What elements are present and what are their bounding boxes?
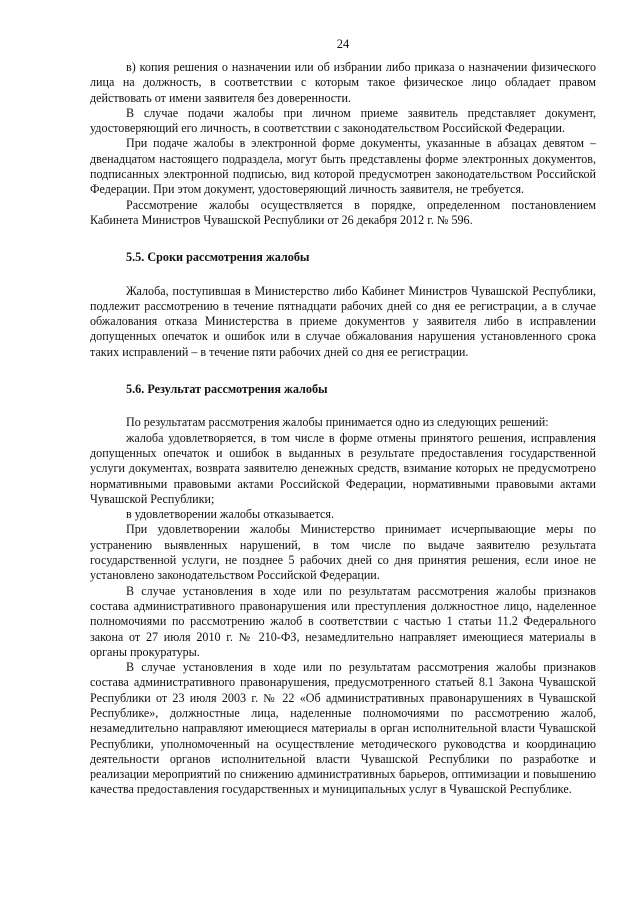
section-heading: 5.5. Сроки рассмотрения жалобы xyxy=(126,250,310,265)
spacer xyxy=(90,360,596,382)
paragraph: Жалоба, поступившая в Министерство либо Кабинет Министров Чувашской Республики, подлежит рассмотрению в течение пятнадцати рабочих дней со дня ее регистрации, а в случае обжалования отказа Министерства в приеме документов у заявителя либо в исправлении допущенных опечаток и ошибок или в случае обжалования нарушения установленного срока таких исправлений – в течение пяти рабочих дней со дня ее регистрации. xyxy=(90,283,596,359)
spacer xyxy=(90,397,596,415)
page-number: 24 xyxy=(336,37,350,51)
paragraph: В случае установления в ходе или по результатам рассмотрения жалобы признаков состава административного правонарушения, предусмотренного статьей 8.1 Закона Чувашской Республики от 23 июля 2003 г. № 22 «Об административных правонарушениях в Чувашской Республике», должностные лица, наделенные полномочиями по рассмотрению жалоб, незамедлительно направляют имеющиеся материалы в орган исполнительной власти Чувашской Республики, уполномоченный на осуществление методического руководства и координацию деятельности органов исполнительной власти Чувашской Республики по разработке и реализации мероприятий по снижению административных барьеров, оптимизации и повышению качества предоставления государственных и муниципальных услуг в Чувашской Республике. xyxy=(90,660,596,797)
paragraph: При подаче жалобы в электронной форме документы, указанные в абзацах девятом – двенадцатом настоящего подраздела, могут быть представлены форме электронных документов, подписанных электронной подписью, вид которой предусмотрен законодательством Российской Федерации. При этом документ, удостоверяющий личность заявителя, не требуется. xyxy=(90,136,596,197)
section-heading: 5.6. Результат рассмотрения жалобы xyxy=(126,382,328,397)
paragraph: В случае установления в ходе или по результатам рассмотрения жалобы признаков состава административного правонарушения или преступления должностное лицо, наделенное полномочиями по рассмотрению жалоб в соответствии с частью 1 статьи 11.2 Федерального закона от 27 июля 2010 г. № 210-ФЗ, незамедлительно направляет имеющиеся материалы в органы прокуратуры. xyxy=(90,583,596,659)
paragraph: Рассмотрение жалобы осуществляется в порядке, определенном постановлением Кабинета Министров Чувашской Республики от 26 декабря 2012 г. № 596. xyxy=(90,197,596,227)
paragraph: в удовлетворении жалобы отказывается. xyxy=(126,507,335,522)
paragraph: жалоба удовлетворяется, в том числе в форме отмены принятого решения, исправления допущенных опечаток и ошибок в выданных в результате предоставления государственной услуги документах, возврата заявителю денежных средств, взимание которых не предусмотрено нормативными правовыми актами Российской Федерации, нормативными правовыми актами Чувашской Республики; xyxy=(90,430,596,506)
paragraph: По результатам рассмотрения жалобы принимается одно из следующих решений: xyxy=(126,415,549,430)
paragraph: При удовлетворении жалобы Министерство принимает исчерпывающие меры по устранению выявленных нарушений, в том числе по выдаче заявителю результата государственной услуги, не позднее 5 рабочих дней со дня принятия решения, если иное не установлено законодательством Российской Федерации. xyxy=(90,522,596,583)
paragraph: в) копия решения о назначении или об избрании либо приказа о назначении физического лица на должность, в соответствии с которым такое физическое лицо обладает правом действовать от имени заявителя без доверенности. xyxy=(90,60,596,105)
paragraph: В случае подачи жалобы при личном приеме заявитель представляет документ, удостоверяющий его личность, в соответствии с законодательством Российской Федерации. xyxy=(90,105,596,136)
spacer xyxy=(90,228,596,250)
spacer xyxy=(90,266,596,284)
